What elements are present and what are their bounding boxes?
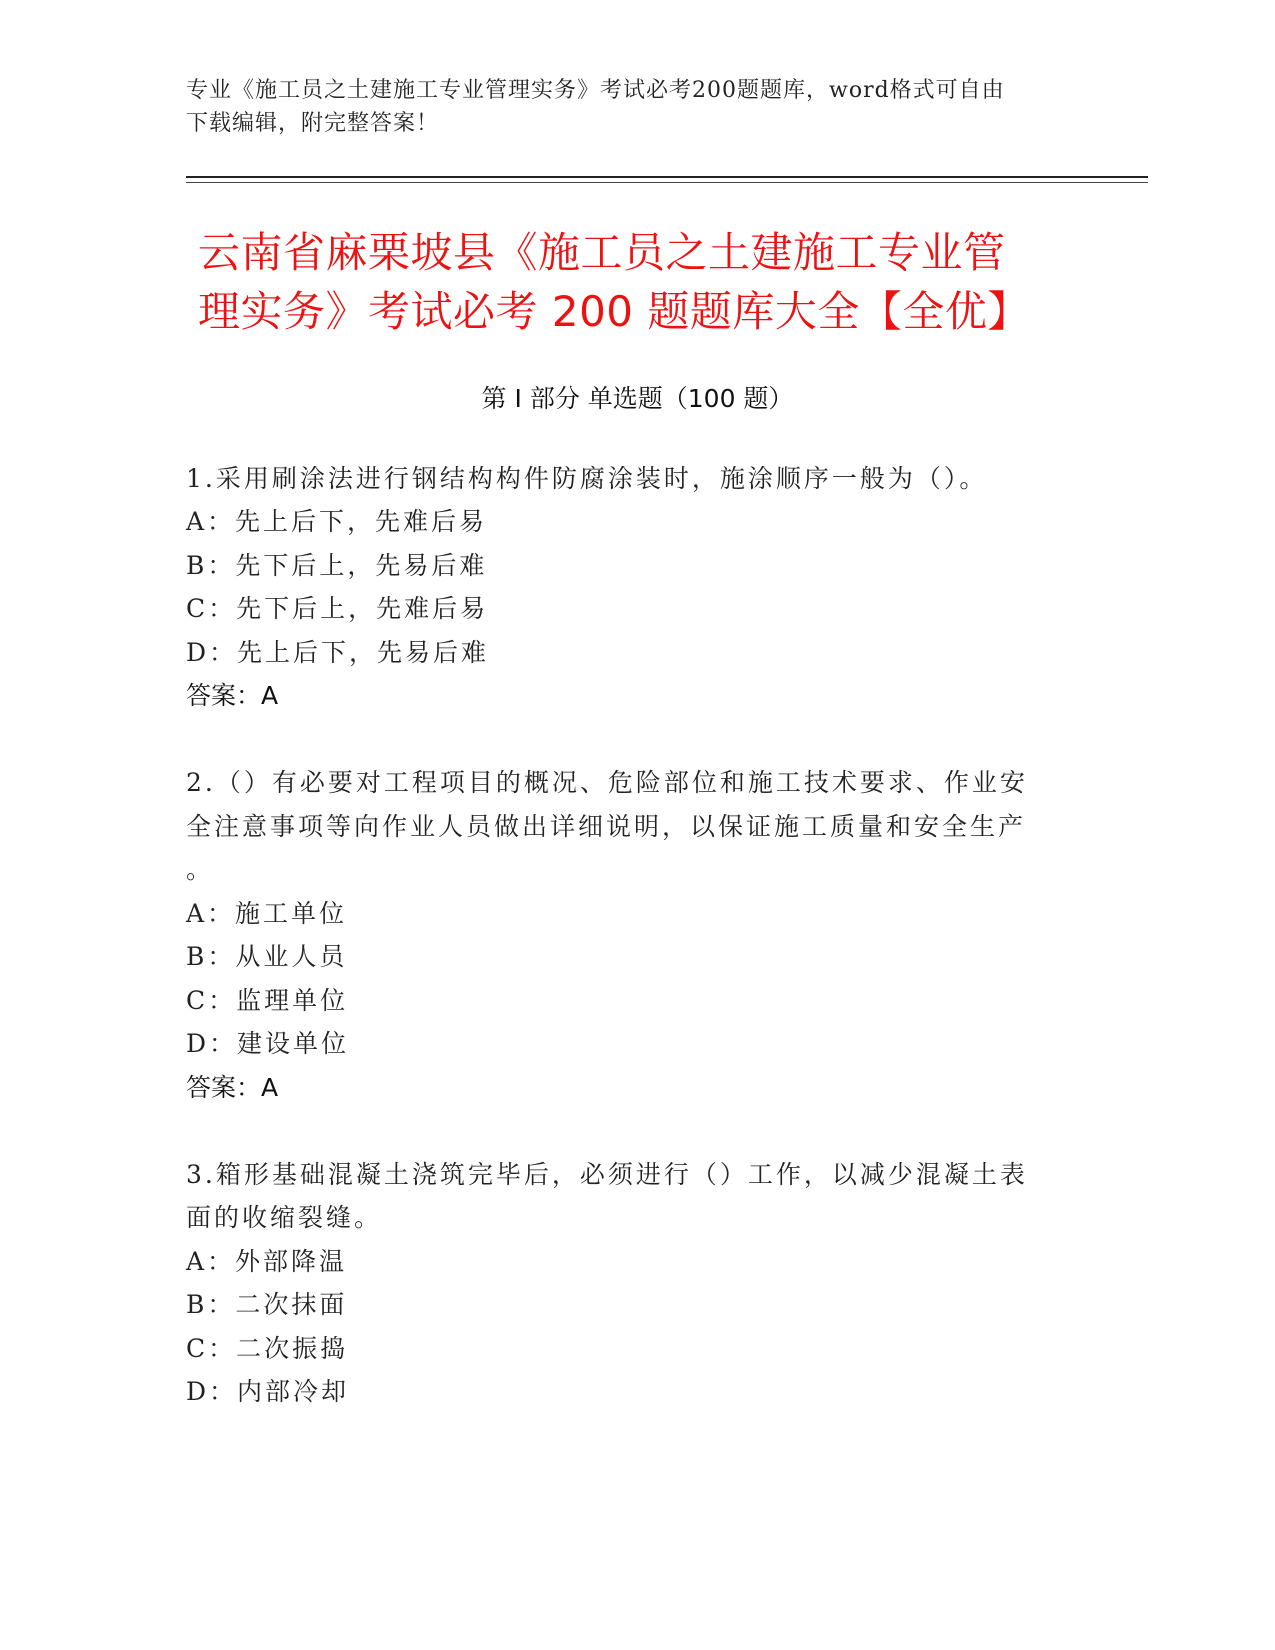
document-title-line-2: 理实务》考试必考 200 题题库大全【全优】 (198, 287, 1030, 336)
question-3-stem-line-1: 3.箱形基础混凝土浇筑完毕后，必须进行（）工作，以减少混凝土表 (186, 1160, 1028, 1189)
question-2-option-a: A：施工单位 (186, 899, 348, 928)
question-1-option-c: C：先下后上，先难后易 (186, 594, 489, 623)
question-3-stem-line-2: 面的收缩裂缝。 (186, 1203, 383, 1232)
question-2-stem-line-3: 。 (186, 855, 215, 884)
question-1-option-b: B：先下后上，先易后难 (186, 551, 488, 580)
question-2-option-c: C：监理单位 (186, 986, 349, 1015)
section-heading: 第 I 部分 单选题（100 题） (481, 384, 794, 413)
question-2-stem-line-2: 全注意事项等向作业人员做出详细说明，以保证施工质量和安全生产 (186, 812, 1027, 841)
question-2-stem-line-1: 2.（）有必要对工程项目的概况、危险部位和施工技术要求、作业安 (186, 768, 1028, 797)
question-3-option-d: D：内部冷却 (186, 1377, 350, 1406)
question-2-answer: 答案：A (186, 1073, 279, 1102)
question-1-option-a: A：先上后下，先难后易 (186, 507, 488, 536)
question-3-option-b: B：二次抹面 (186, 1290, 348, 1319)
header-rule-thin (186, 182, 1148, 183)
question-1-answer: 答案：A (186, 681, 279, 710)
header-note (186, 74, 1086, 140)
question-2-option-d: D：建设单位 (186, 1029, 350, 1058)
question-2-option-b: B：从业人员 (186, 942, 348, 971)
document-title-line-1: 云南省麻栗坡县《施工员之土建施工专业管 (198, 228, 1006, 277)
header-note-line-1: 专业《施工员之土建施工专业管理实务》考试必考200题题库，word格式可自由 (186, 78, 1005, 103)
question-3-option-a: A：外部降温 (186, 1247, 348, 1276)
header-rule-thick (186, 176, 1148, 178)
question-1-stem: 1.采用刷涂法进行钢结构构件防腐涂装时，施涂顺序一般为（）。 (186, 464, 988, 493)
question-3-option-c: C：二次振捣 (186, 1334, 349, 1363)
header-note-line-2: 下载编辑，附完整答案！ (186, 111, 440, 136)
question-1-option-d: D：先上后下，先易后难 (186, 638, 490, 667)
document-title (198, 223, 1078, 341)
